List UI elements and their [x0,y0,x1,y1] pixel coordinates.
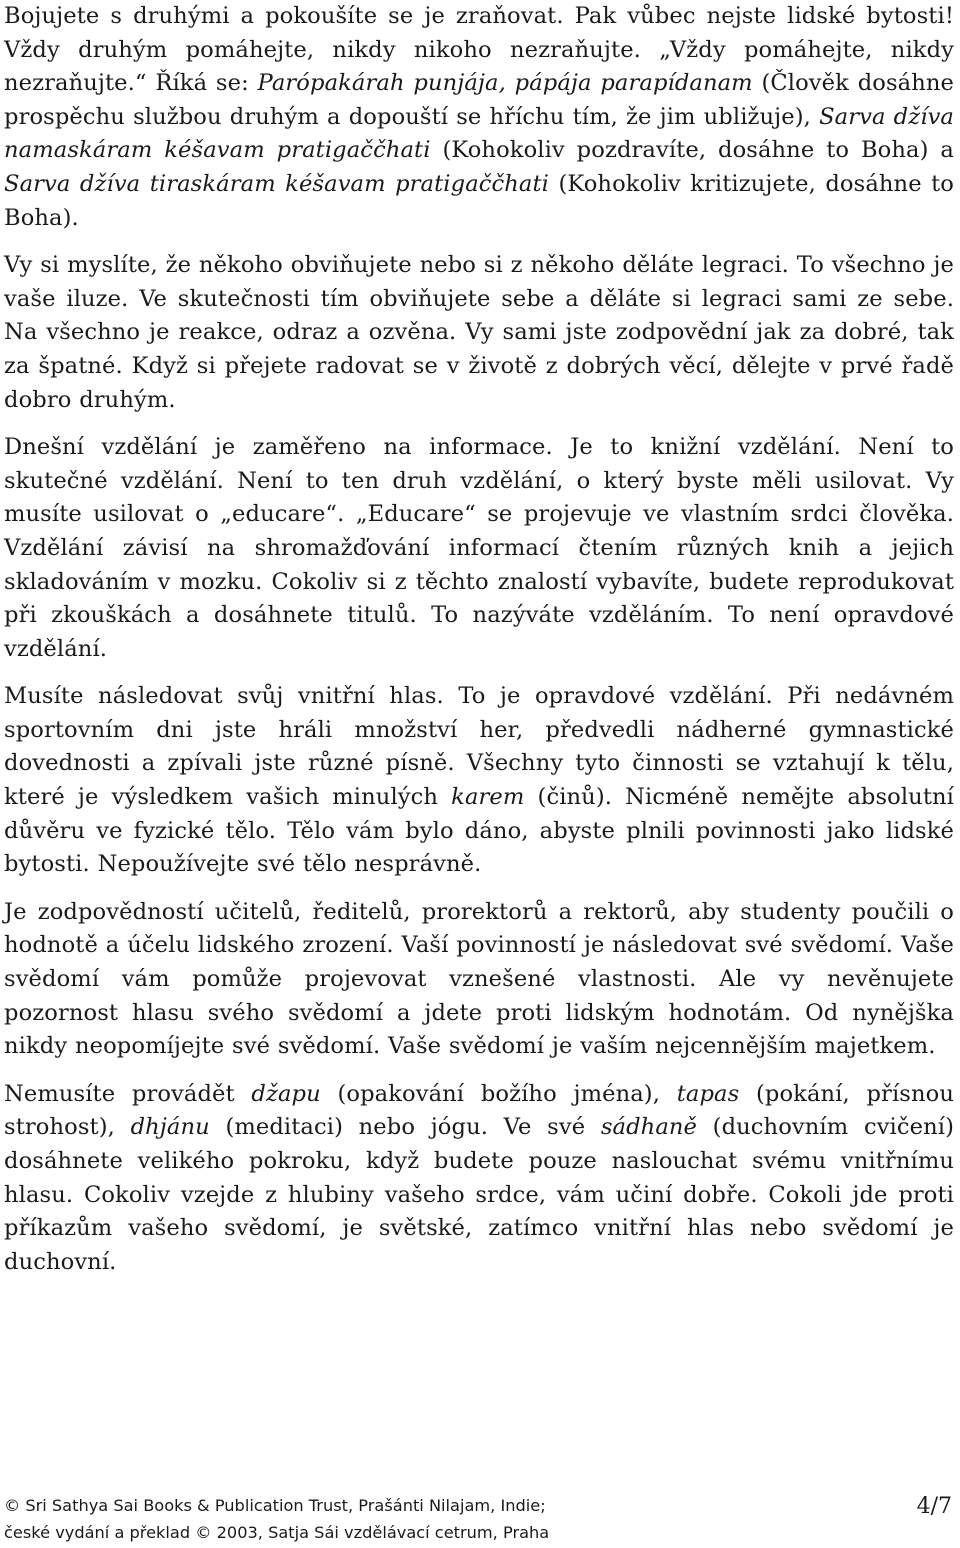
italic-term: karem [451,784,525,811]
copyright-notice [4,1492,549,1546]
italic-term: džapu [251,1080,321,1107]
italic-term: dhjánu [130,1114,210,1141]
italic-term: Sarva džíva namaskáram kéšavam pratigaččhati [4,103,955,164]
paragraph-1 [4,0,954,235]
paragraph-text: (opakování božího jména), [320,1080,677,1107]
paragraph-text: Je zodpovědností učitelů, ředitelů, prorektorů a rektorů, aby studenty poučili o hodnotě a účelu lidského zrození. Vaší povinností je následovat své svědomí. Vaše svědomí vám pomůže projevovat vznešené vlastnosti. Ale vy nevěnujete pozornost hlasu svého svědomí a jdete proti lidským hodnotám. Od nynějška nikdy neopomíjejte své svědomí. Vaše svědomí je vaším nejcennějším majetkem. [4,898,954,1060]
document-body [4,0,954,1293]
paragraph-text: (Kohokoliv pozdravíte, dosáhne to Boha) a [430,137,954,164]
paragraph-text: Dnešní vzdělání je zaměřeno na informace. Je to knižní vzdělání. Není to skutečné vzdělání. Není to ten druh vzdělání, o který byste měli usilovat. Vy musíte usilovat o „educare“. „Educare“ se projevuje ve vlastním srdci člověka. Vzdělání závisí na shromažďování informací čtením různých knih a jejich skladováním v mozku. Cokoliv si z těchto znalostí vybavíte, budete reprodukovat při zkouškách a dosáhnete titulů. To nazýváte vzděláním. To není opravdové vzdělání. [4,434,954,662]
paragraph-text: (Kohokoliv kritizujete, dosáhne to Boha). [4,170,954,231]
paragraph-text: (meditaci) nebo jógu. Ve své [209,1114,601,1141]
paragraph-4 [4,680,954,882]
copyright-line-1: © Sri Sathya Sai Books & Publication Trust, Prašánti Nilajam, Indie; [4,1496,546,1515]
copyright-line-2: české vydání a překlad © 2003, Satja Sái vzdělávací cetrum, Praha [4,1523,550,1542]
italic-term: Parópakárah punjája, pápája parapídanam [257,70,753,97]
paragraph-6 [4,1078,954,1280]
page-number: 4/7 [916,1494,952,1519]
italic-term: Sarva džíva tiraskáram kéšavam pratigaččhati [4,170,549,197]
paragraph-text: (Člověk dosáhne prospěchu službou druhým a dopouští se hříchu tím, že jim ubližuje), [4,70,954,130]
paragraph-3 [4,431,954,666]
paragraph-text: (duchovním cvičení) dosáhnete velikého pokroku, když budete pouze naslouchat svému vnitřnímu hlasu. Cokoliv vzejde z hlubiny vašeho srdce, vám učiní dobře. Cokoli jde proti příkazům vašeho svědomí, je světské, zatímco vnitřní hlas nebo svědomí je duchovní. [4,1114,955,1275]
italic-term: tapas [676,1080,740,1107]
paragraph-text: Musíte následovat svůj vnitřní hlas. To je opravdové vzdělání. Při nedávném sportovním dni jste hráli množství her, předvedli nádherné gymnastické dovednosti a zpívali jste různé písně. Všechny tyto činnosti se vztahují k tělu, které je výsledkem vašich minulých [4,683,954,811]
page-footer [4,1488,956,1548]
paragraph-text: (pokání, přísnou strohost), [4,1080,954,1141]
paragraph-2 [4,249,954,417]
paragraph-5 [4,896,954,1064]
paragraph-text: (činů). Nicméně nemějte absolutní důvěru ve fyzické tělo. Tělo vám bylo dáno, abyste plnili povinnosti jako lidské bytosti. Nepoužívejte své tělo nesprávně. [4,784,954,878]
paragraph-text: Vy si myslíte, že někoho obviňujete nebo si z někoho děláte legraci. To všechno je vaše iluze. Ve skutečnosti tím obviňujete sebe a děláte si legraci sami ze sebe. Na všechno je reakce, odraz a ozvěna. Vy sami jste zodpovědní jak za dobré, tak za špatné. Když si přejete radovat se v životě z dobrých věcí, dělejte v prvé řadě dobro druhým. [4,252,954,413]
paragraph-text: Bojujete s druhými a pokoušíte se je zraňovat. Pak vůbec nejste lidské bytosti! Vždy druhým pomáhejte, nikdy nikoho nezraňujte. „Vždy pomáhejte, nikdy nezraňujte.“ Říká se: [4,3,954,97]
italic-term: sádhaně [600,1114,698,1141]
paragraph-text: Nemusíte provádět [4,1080,252,1107]
